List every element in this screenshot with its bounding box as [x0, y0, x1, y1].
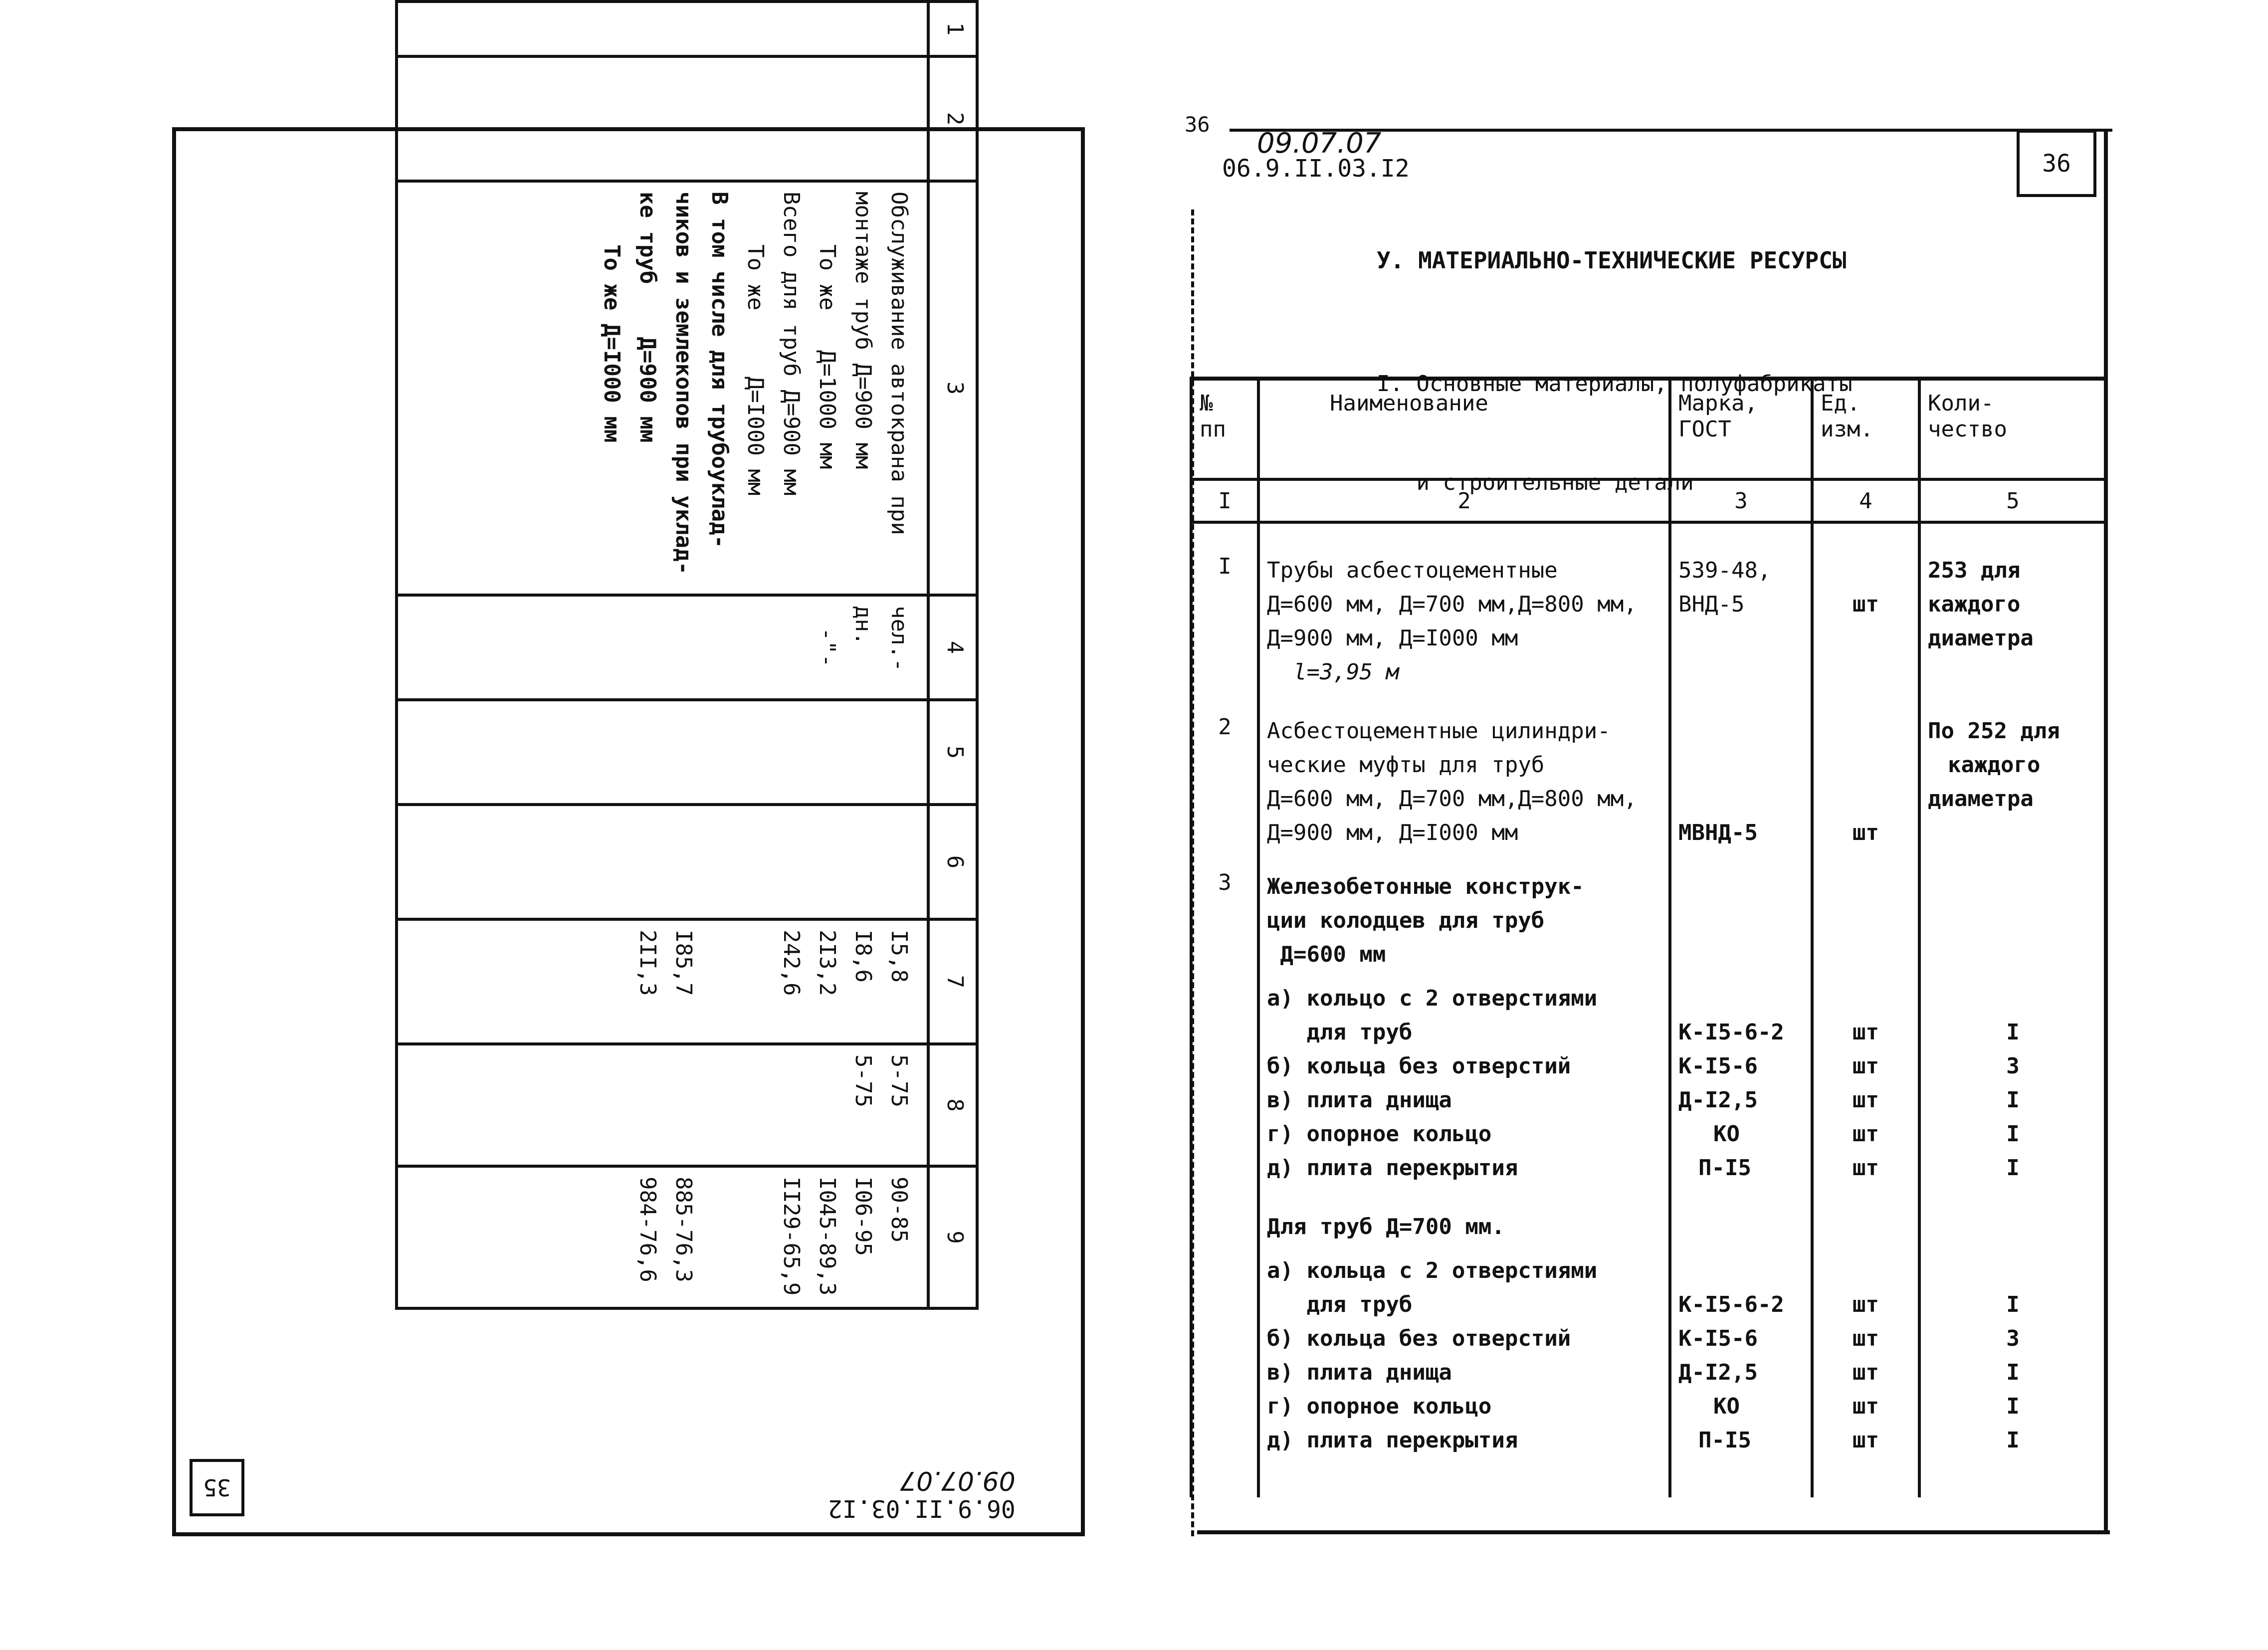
left-doc-code-block: [828, 1466, 1016, 1522]
unit-line: [1821, 1254, 1911, 1288]
name-line: для труб: [1267, 1292, 1413, 1317]
unit-line: шт: [1853, 1292, 1879, 1317]
right-page-number: 36: [2017, 130, 2096, 197]
subsection-line: I. Основные материалы, полуфабрикаты: [1377, 371, 1853, 397]
unit-line: [1821, 714, 1911, 748]
name-line: а) кольцо с 2 отверстиями: [1267, 986, 1598, 1011]
left-text-line: чиков и землекопов при уклад-: [671, 192, 696, 575]
left-col9-value: II29-65,9: [779, 1177, 804, 1296]
right-doc-code: 06.9.II.03.I2: [1222, 155, 1410, 183]
name-line: д) плита перекрытия: [1267, 1155, 1518, 1181]
left-page-table: [395, 0, 979, 1307]
qty-line: I: [2006, 1292, 2020, 1317]
mark-line: П-I5: [1698, 1155, 1751, 1181]
name-line: Для труб Д=700 мм.: [1267, 1214, 1505, 1239]
row-num: I: [1191, 522, 1258, 689]
left-cell-description: [397, 181, 928, 595]
table-row: [1191, 1244, 2106, 1497]
unit-line: шт: [1853, 1087, 1879, 1113]
header-mark-line: ГОСТ: [1678, 416, 1731, 442]
unit-line: шт: [1853, 1326, 1879, 1351]
left-text-line: То же Д=1000 мм: [815, 192, 840, 469]
name-line: ческие муфты для труб: [1267, 752, 1545, 778]
qty-line: I: [2006, 1121, 2020, 1147]
row-qty: [1919, 1185, 2106, 1244]
name-line: Железобетонные конструк-: [1267, 874, 1584, 899]
left-col9-value: 90-85: [886, 1177, 912, 1243]
row-num: 3: [1191, 850, 1258, 972]
name-line: д) плита перекрытия: [1267, 1428, 1518, 1453]
mark-line: [1678, 748, 1804, 782]
row-name: [1258, 850, 1670, 972]
qty-line: I: [2006, 1020, 2020, 1045]
qty-line: 3: [2006, 1053, 2020, 1079]
name-line: Д=900 мм, Д=I000 мм: [1267, 820, 1518, 845]
row-mark: [1670, 1244, 1812, 1497]
col-number: 5: [1919, 479, 2106, 522]
mark-line: К-I5-6: [1678, 1053, 1758, 1079]
qty-line: I: [2006, 1394, 2020, 1419]
mark-line: П-I5: [1698, 1428, 1751, 1453]
row-unit: [1812, 1185, 1919, 1244]
name-line: г) опорное кольцо: [1267, 1121, 1492, 1147]
row-mark: [1670, 972, 1812, 1185]
row-name: [1258, 1185, 1670, 1244]
unit-line: шт: [1853, 1394, 1879, 1419]
header-num: [1191, 379, 1258, 479]
left-cell-2: [397, 56, 928, 181]
left-text-line: Всего для труб Д=900 мм: [779, 192, 804, 496]
left-cell-1: [397, 1, 928, 56]
header-num-line: пп: [1200, 416, 1226, 442]
row-qty: [1919, 850, 2106, 972]
name-line: Асбестоцементные цилиндри-: [1267, 718, 1611, 744]
row-num: [1191, 972, 1258, 1185]
unit-line: шт: [1853, 1121, 1879, 1147]
qty-line: каждого: [1928, 592, 2021, 617]
qty-line: [1928, 982, 2098, 1016]
row-mark: [1670, 522, 1812, 689]
table-row: [1191, 522, 2106, 689]
left-text-line: Обслуживание автокрана при: [886, 192, 912, 535]
left-col9-value: 984-76,6: [635, 1177, 660, 1282]
left-handwritten-code: 09.07.07: [900, 1465, 1016, 1495]
header-unit-line: Ед.: [1821, 391, 1860, 416]
left-doc-code: 06.9.II.03.I2: [828, 1494, 1016, 1522]
row-mark: [1670, 1185, 1812, 1244]
row-unit: [1812, 1244, 1919, 1497]
left-col-3-header: 3: [928, 181, 977, 595]
left-col7-value: 242,6: [779, 930, 804, 996]
row-name: [1258, 972, 1670, 1185]
row-name: [1258, 522, 1670, 689]
left-unit-value: -"-: [815, 627, 840, 667]
name-line: в) плита днища: [1267, 1087, 1452, 1113]
left-col-4-header: 4: [928, 595, 977, 700]
header-qty-line: чество: [1928, 416, 2007, 442]
left-col8-value: 5-75: [886, 1054, 912, 1107]
qty-line: каждого: [1948, 752, 2041, 778]
col-number: 4: [1812, 479, 1919, 522]
name-line: для труб: [1267, 1020, 1413, 1045]
row-name: [1258, 1244, 1670, 1497]
table-row: [1191, 850, 2106, 972]
header-unit-line: изм.: [1821, 416, 1873, 442]
left-page-number: 35: [190, 1459, 244, 1516]
left-col7-value: I85,7: [671, 930, 696, 996]
mark-line: К-I5-6: [1678, 1326, 1758, 1351]
materials-table: [1190, 377, 2108, 1497]
header-num-line: №: [1200, 391, 1213, 416]
header-mark-line: Марка,: [1678, 391, 1758, 416]
name-line: ции колодцев для труб: [1267, 908, 1545, 933]
name-line: Д=600 мм: [1267, 942, 1386, 967]
unit-line: шт: [1853, 1428, 1879, 1453]
left-cell-col8: [397, 1044, 928, 1166]
row-num: 2: [1191, 689, 1258, 850]
header-qty: [1919, 379, 2106, 479]
left-cell-unit: [397, 595, 928, 700]
left-text-line: ке труб Д=900 мм: [635, 192, 660, 443]
name-line: Д=600 мм, Д=700 мм,Д=800 мм,: [1267, 592, 1637, 617]
unit-line: шт: [1853, 1155, 1879, 1181]
left-col7-value: 2II,3: [635, 930, 660, 996]
header-name: Наименование: [1258, 379, 1670, 479]
mark-line: К-I5-6-2: [1678, 1292, 1784, 1317]
name-line: б) кольца без отверстий: [1267, 1053, 1571, 1079]
right-corner-number: 36: [1185, 112, 1210, 137]
left-cell-col9: [397, 1166, 928, 1308]
qty-line: диаметра: [1928, 625, 2034, 651]
mark-line: [1678, 1254, 1804, 1288]
table-row: [1191, 689, 2106, 850]
row-qty: [1919, 1244, 2106, 1497]
left-col9-value: I06-95: [850, 1177, 876, 1256]
name-line: Трубы асбестоцементные: [1267, 558, 1558, 583]
row-qty: [1919, 689, 2106, 850]
name-line: г) опорное кольцо: [1267, 1394, 1492, 1419]
unit-line: [1821, 782, 1911, 816]
subsection-line: и строительные детали: [1377, 470, 1694, 495]
left-col-8-header: 8: [928, 1044, 977, 1166]
header-qty-line: Коли-: [1928, 391, 1994, 416]
row-mark: [1670, 689, 1812, 850]
row-mark: [1670, 850, 1812, 972]
mark-line: [1678, 714, 1804, 748]
left-col-9-header: 9: [928, 1166, 977, 1308]
name-line: в) плита днища: [1267, 1360, 1452, 1385]
header-mark: [1670, 379, 1812, 479]
row-unit: [1812, 522, 1919, 689]
name-line: l=3,95 м: [1267, 659, 1399, 685]
row-unit: [1812, 850, 1919, 972]
left-col-2-header: 2: [928, 56, 977, 181]
qty-line: I: [2006, 1428, 2020, 1453]
row-num: [1191, 1244, 1258, 1497]
table-row: [1191, 1185, 2106, 1244]
name-line: а) кольца с 2 отверстиями: [1267, 1258, 1598, 1283]
qty-line: I: [2006, 1155, 2020, 1181]
left-col8-value: 5-75: [850, 1054, 876, 1107]
unit-line: шт: [1853, 1053, 1879, 1079]
left-cell-col7: [397, 919, 928, 1044]
qty-line: По 252 для: [1928, 718, 2060, 744]
name-line: Д=900 мм, Д=I000 мм: [1267, 625, 1518, 651]
mark-line: [1678, 782, 1804, 816]
col-number: I: [1191, 479, 1258, 522]
unit-line: [1821, 554, 1911, 588]
qty-line: диаметра: [1928, 786, 2034, 812]
left-text-line: То же Д=I000 мм: [599, 192, 624, 443]
table-row: [1191, 972, 2106, 1185]
row-unit: [1812, 689, 1919, 850]
mark-line: МВНД-5: [1678, 820, 1758, 845]
col-number: 3: [1670, 479, 1812, 522]
row-name: [1258, 689, 1670, 850]
left-text-line: В том числе для трубоуклад-: [707, 192, 732, 549]
left-col-6-header: 6: [928, 805, 977, 919]
unit-line: [1821, 982, 1911, 1016]
row-num: [1191, 1185, 1258, 1244]
qty-line: 3: [2006, 1326, 2020, 1351]
qty-line: I: [2006, 1360, 2020, 1385]
left-col9-value: 885-76,3: [671, 1177, 696, 1282]
mark-line: ВНД-5: [1678, 592, 1745, 617]
left-col-5-header: 5: [928, 700, 977, 805]
left-col7-value: I5,8: [886, 930, 912, 983]
name-line: б) кольца без отверстий: [1267, 1326, 1571, 1351]
unit-line: шт: [1853, 592, 1879, 617]
unit-line: [1821, 748, 1911, 782]
mark-line: КО: [1713, 1394, 1740, 1419]
right-handwritten-code: 09.07.07: [1257, 127, 1382, 160]
mark-line: 539-48,: [1678, 558, 1771, 583]
qty-line: [1928, 1254, 2098, 1288]
row-qty: [1919, 522, 2106, 689]
qty-line: I: [2006, 1087, 2020, 1113]
left-col9-value: I045-89,3: [815, 1177, 840, 1296]
left-col7-value: I8,6: [850, 930, 876, 983]
unit-line: шт: [1853, 1360, 1879, 1385]
left-text-line: То же Д=I000 мм: [743, 192, 768, 496]
left-cell-5: [397, 700, 928, 805]
mark-line: КО: [1713, 1121, 1740, 1147]
left-text-line: монтаже труб Д=900 мм: [850, 192, 876, 469]
mark-line: Д-I2,5: [1678, 1360, 1758, 1385]
left-col7-value: 2I3,2: [815, 930, 840, 996]
mark-line: К-I5-6-2: [1678, 1020, 1784, 1045]
left-cell-6: [397, 805, 928, 919]
bottom-rule: [1197, 1530, 2110, 1534]
left-col-7-header: 7: [928, 919, 977, 1044]
col-number: 2: [1258, 479, 1670, 522]
unit-line: шт: [1853, 820, 1879, 845]
name-line: Д=600 мм, Д=700 мм,Д=800 мм,: [1267, 786, 1637, 812]
row-qty: [1919, 972, 2106, 1185]
section-title: У. МАТЕРИАЛЬНО-ТЕХНИЧЕСКИЕ РЕСУРСЫ: [1377, 247, 1847, 274]
row-unit: [1812, 972, 1919, 1185]
mark-line: [1678, 982, 1804, 1016]
left-col-1-header: 1: [928, 1, 977, 56]
mark-line: Д-I2,5: [1678, 1087, 1758, 1113]
left-unit-value: чел.-дн.: [850, 606, 912, 672]
qty-line: 253 для: [1928, 558, 2021, 583]
header-unit: [1812, 379, 1919, 479]
unit-line: шт: [1853, 1020, 1879, 1045]
